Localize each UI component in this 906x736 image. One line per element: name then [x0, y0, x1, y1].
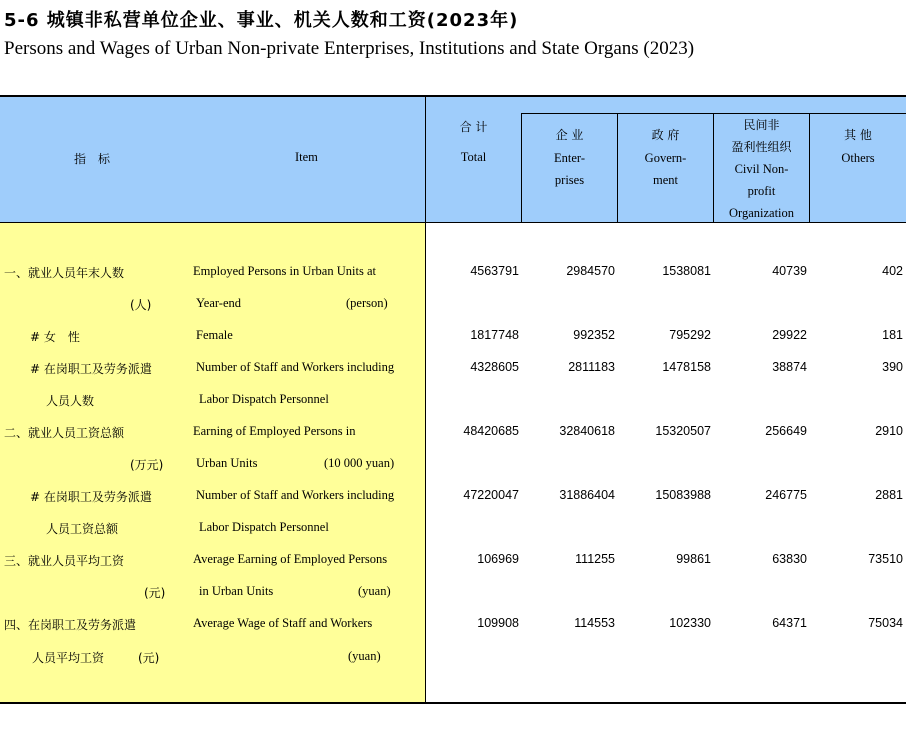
row5-label-en2: Labor Dispatch Personnel: [199, 520, 329, 534]
header-item: Item: [295, 150, 318, 164]
row4-government: 15320507: [655, 424, 711, 438]
row1-unit-cn: (人): [130, 298, 152, 312]
row7-government: 102330: [669, 616, 711, 630]
row1-label-cn: 一、就业人员年末人数: [4, 266, 125, 280]
row6-unit-en: (yuan): [358, 584, 391, 598]
row7-unit-cn: (元): [138, 651, 160, 665]
header-npo-en1: Civil Non-: [734, 162, 789, 176]
header-npo-en2: profit: [747, 184, 776, 198]
header-npo-en3: Organization: [728, 206, 795, 220]
header-enterprises-en1: Enter-: [554, 151, 585, 165]
row6-enterprises: 111255: [575, 552, 615, 566]
header-others-en: Others: [841, 151, 875, 165]
row6-others: 73510: [868, 552, 903, 566]
row1-npo: 40739: [772, 264, 807, 278]
row5-total: 47220047: [463, 488, 519, 502]
row3-total: 4328605: [470, 360, 519, 374]
row2-label-cn: # 女 性: [30, 330, 80, 344]
row4-unit-cn: (万元): [130, 458, 164, 472]
row5-enterprises: 31886404: [559, 488, 615, 502]
row1-unit-en: (person): [346, 296, 388, 310]
row4-label-en: Earning of Employed Persons in: [193, 424, 356, 438]
row3-others: 390: [882, 360, 903, 374]
row6-label-cn: 三、就业人员平均工资: [4, 554, 125, 568]
header-government-en2: ment: [653, 173, 678, 187]
row2-total: 1817748: [470, 328, 519, 342]
header-enterprises: [522, 124, 617, 191]
header-npo-cn2: 盈利性组织: [731, 140, 792, 154]
row1-label-en: Employed Persons in Urban Units at: [193, 264, 376, 278]
row2-others: 181: [882, 328, 903, 342]
table-title-cn: 5-6 城镇非私营单位企业、事业、机关人数和工资(2023年): [4, 10, 519, 31]
row2-government: 795292: [669, 328, 711, 342]
row5-label-cn2: 人员工资总额: [46, 522, 119, 536]
header-government-cn: 政 府: [651, 128, 680, 142]
row6-government: 99861: [676, 552, 711, 566]
row7-label-cn: 四、在岗职工及劳务派遣: [4, 618, 137, 632]
row7-total: 109908: [477, 616, 519, 630]
row4-enterprises: 32840618: [559, 424, 615, 438]
row3-npo: 38874: [772, 360, 807, 374]
row7-npo: 64371: [772, 616, 807, 630]
row6-npo: 63830: [772, 552, 807, 566]
row1-total: 4563791: [470, 264, 519, 278]
row5-government: 15083988: [655, 488, 711, 502]
row4-label-en2: Urban Units: [196, 456, 258, 470]
row2-label-en: Female: [196, 328, 233, 342]
header-government-en1: Govern-: [644, 151, 687, 165]
header-indicator: 指 标: [74, 152, 111, 166]
row3-label-en: Number of Staff and Workers including: [196, 360, 395, 374]
row1-label-en2: Year-end: [196, 296, 241, 310]
row2-npo: 29922: [772, 328, 807, 342]
header-others-cn: 其 他: [844, 128, 872, 142]
row7-label-cn2: 人员平均工资: [32, 651, 105, 665]
row4-others: 2910: [875, 424, 903, 438]
header-npo: [714, 114, 809, 224]
row6-label-en: Average Earning of Employed Persons: [193, 552, 388, 566]
row1-others: 402: [882, 264, 903, 278]
row5-label-cn: # 在岗职工及劳务派遣: [30, 490, 152, 504]
row6-label-en2: in Urban Units: [199, 584, 274, 598]
row1-enterprises: 2984570: [566, 264, 615, 278]
row6-total: 106969: [477, 552, 519, 566]
top-rule: [0, 95, 906, 97]
row4-npo: 256649: [765, 424, 807, 438]
table-title-en: Persons and Wages of Urban Non-private Enterprises, Institutions and State Organs (2023): [4, 38, 695, 59]
row4-total: 48420685: [463, 424, 519, 438]
header-total-en: Total: [460, 150, 487, 164]
row3-label-cn: # 在岗职工及劳务派遣: [30, 362, 152, 376]
header-enterprises-cn: 企 业: [555, 128, 584, 142]
row4-label-cn: 二、就业人员工资总额: [4, 426, 125, 440]
row5-label-en: Number of Staff and Workers including: [196, 488, 395, 502]
header-total-cn: 合 计: [459, 120, 488, 134]
header-npo-cn1: 民间非: [743, 118, 780, 132]
header-others: [810, 124, 906, 169]
row3-government: 1478158: [662, 360, 711, 374]
bottom-rule: [0, 702, 906, 704]
row7-enterprises: 114553: [574, 616, 615, 630]
row3-label-en2: Labor Dispatch Personnel: [199, 392, 329, 406]
row3-label-cn2: 人员人数: [46, 394, 95, 408]
row5-others: 2881: [875, 488, 903, 502]
row4-unit-en: (10 000 yuan): [324, 456, 395, 470]
row7-label-en: Average Wage of Staff and Workers: [193, 616, 373, 630]
row6-unit-cn: (元): [144, 586, 166, 600]
header-enterprises-en2: prises: [554, 173, 585, 187]
row7-others: 75034: [868, 616, 903, 630]
row7-unit-en: (yuan): [348, 649, 381, 663]
header-government: [618, 124, 713, 191]
row5-npo: 246775: [765, 488, 807, 502]
header-total: [426, 116, 521, 168]
indicator-divider: [425, 96, 426, 703]
row1-government: 1538081: [662, 264, 711, 278]
row3-enterprises: 2811183: [568, 360, 615, 374]
row2-enterprises: 992352: [573, 328, 615, 342]
